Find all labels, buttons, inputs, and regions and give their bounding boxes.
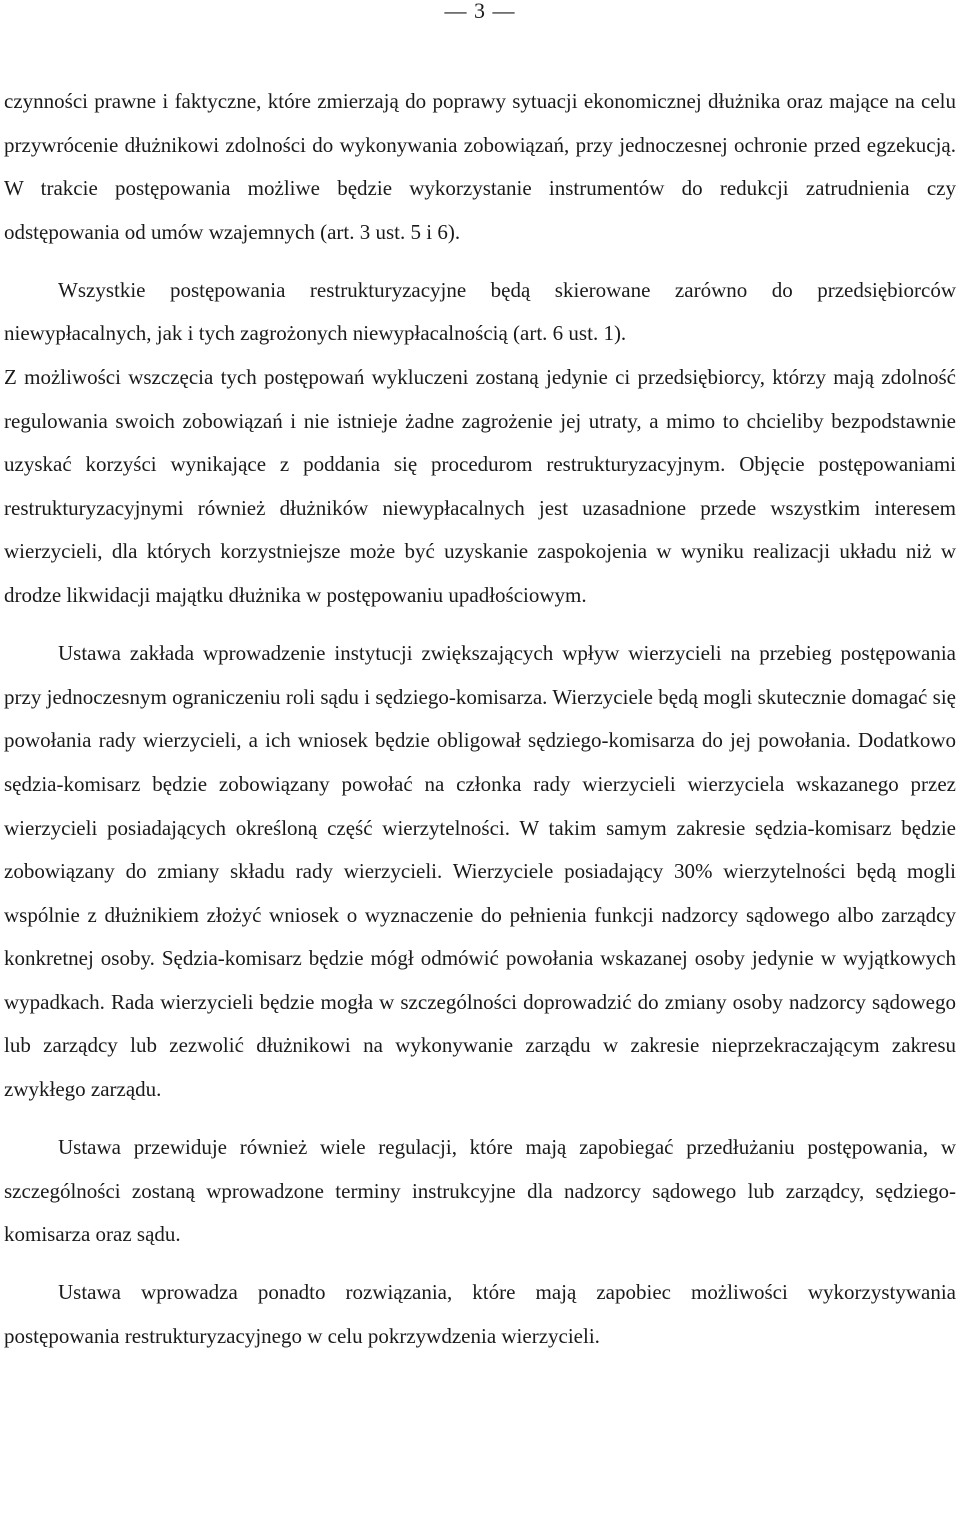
page-number: — 3 — <box>444 0 516 23</box>
paragraph-1: czynności prawne i faktyczne, które zmierzają do poprawy sytuacji ekonomicznej dłużnika oraz mające na celu przywrócenie dłużnikowi zdolności do wykonywania zobowiązań, przy jednoczesnej ochronie przed egzekucją. W trakcie postępowania możliwe będzie wykorzystanie instrumentów do redukcji zatrudnienia czy odstępowania od umów wzajemnych (art. 3 ust. 5 i 6). <box>4 89 956 244</box>
paragraph-3: Z możliwości wszczęcia tych postępowań wykluczeni zostaną jedynie ci przedsiębiorcy, którzy mają zdolność regulowania swoich zobowiązań i nie istnieje żadne zagrożenie jej utraty, a mimo to chcieliby bezpodstawnie uzyskać korzyści wynikające z poddania się procedurom restrukturyzacyjnym. Objęcie postępowaniami restrukturyzacyjnymi również dłużników niewypłacalnych jest uzasadnione przede wszystkim interesem wierzycieli, dla których korzystniejsze może być uzyskanie zaspokojenia w wyniku realizacji układu niż w drodze likwidacji majątku dłużnika w postępowaniu upadłościowym. <box>4 365 956 608</box>
paragraph-4: Ustawa zakłada wprowadzenie instytucji zwiększających wpływ wierzycieli na przebieg postępowania przy jednoczesnym ograniczeniu roli sądu i sędziego-komisarza. Wierzyciele będą mogli skutecznie domagać się powołania rady wierzycieli, a ich wniosek będzie obligował sędziego-komisarza do jej powołania. Dodatkowo sędzia-komisarz będzie zobowiązany powołać na członka rady wierzycieli wierzyciela wskazanego przez wierzycieli posiadających określoną część wierzytelności. W takim samym zakresie sędzia-komisarz będzie zobowiązany do zmiany składu rady wierzycieli. Wierzyciele posiadający 30% wierzytelności będą mogli wspólnie z dłużnikiem złożyć wniosek o wyznaczenie do pełnienia funkcji nadzorcy sądowego albo zarządcy konkretnej osoby. Sędzia-komisarz będzie mógł odmówić powołania wskazanej osoby jedynie w wyjątkowych wypadkach. Rada wierzycieli będzie mogła w szczególności doprowadzić do zmiany osoby nadzorcy sądowego lub zarządcy lub zezwolić dłużnikowi na wykonywanie zarządu w zakresie nieprzekraczającym zakresu zwykłego zarządu. <box>4 641 956 1102</box>
paragraph-6: Ustawa wprowadza ponadto rozwiązania, które mają zapobiec możliwości wykorzystywania postępowania restrukturyzacyjnego w celu pokrzywdzenia wierzycieli. <box>4 1280 956 1349</box>
paragraph-2: Wszystkie postępowania restrukturyzacyjne będą skierowane zarówno do przedsiębiorców niewypłacalnych, jak i tych zagrożonych niewypłacalnością (art. 6 ust. 1). <box>4 277 956 346</box>
document-body <box>4 80 956 1359</box>
paragraph-5: Ustawa przewiduje również wiele regulacji, które mają zapobiegać przedłużaniu postępowania, w szczególności zostaną wprowadzone terminy instrukcyjne dla nadzorcy sądowego lub zarządcy, sędziego-komisarza oraz sądu. <box>4 1135 956 1247</box>
